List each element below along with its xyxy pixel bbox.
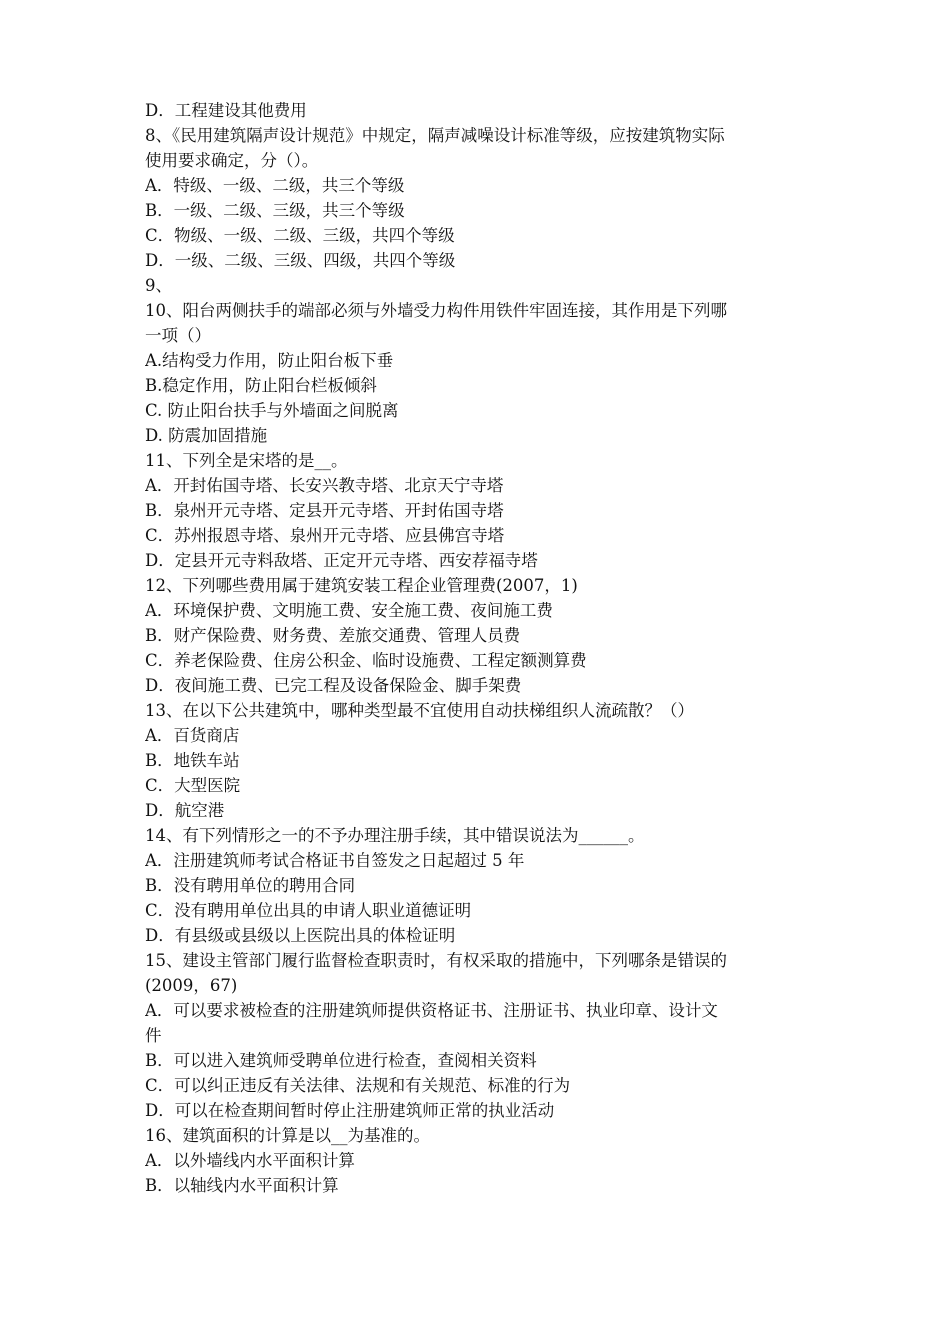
option-b: B.稳定作用，防止阳台栏板倾斜 xyxy=(145,376,377,395)
option-d: D．定县开元寺料敌塔、正定开元寺塔、西安荐福寺塔 xyxy=(145,551,538,570)
option-c: C．物级、一级、二级、三级，共四个等级 xyxy=(145,226,455,245)
question-16: 16、建筑面积的计算是以__为基准的。 xyxy=(145,1126,430,1145)
question-14: 14、有下列情形之一的不予办理注册手续，其中错误说法为______。 xyxy=(145,826,645,845)
option-a: A．以外墙线内水平面积计算 xyxy=(145,1151,355,1170)
question-8: 8、《民用建筑隔声设计规范》中规定，隔声减噪设计标准等级，应按建筑物实际 xyxy=(145,126,725,145)
text-line: 件 xyxy=(145,1026,162,1045)
option-c: C．没有聘用单位出具的申请人职业道德证明 xyxy=(145,901,472,920)
option-c: C．养老保险费、住房公积金、临时设施费、工程定额测算费 xyxy=(145,651,587,670)
question-15: 15、建设主管部门履行监督检查职责时，有权采取的措施中，下列哪条是错误的 xyxy=(145,951,727,970)
option-a: A．环境保护费、文明施工费、安全施工费、夜间施工费 xyxy=(145,601,553,620)
document-page xyxy=(145,98,825,1198)
option-b: B．财产保险费、财务费、差旅交通费、管理人员费 xyxy=(145,626,521,645)
option-a: A．百货商店 xyxy=(145,726,240,745)
option-b: B．以轴线内水平面积计算 xyxy=(145,1176,339,1195)
option-b: B．没有聘用单位的聘用合同 xyxy=(145,876,356,895)
question-13: 13、在以下公共建筑中，哪种类型最不宜使用自动扶梯组织人流疏散？（） xyxy=(145,701,694,720)
option-c: C．可以纠正违反有关法律、法规和有关规范、标准的行为 xyxy=(145,1076,571,1095)
question-12: 12、下列哪些费用属于建筑安装工程企业管理费(2007，1) xyxy=(145,576,578,595)
option-d: D．航空港 xyxy=(145,801,225,820)
question-9: 9、 xyxy=(145,276,172,295)
question-11: 11、下列全是宋塔的是__。 xyxy=(145,451,348,470)
option-c: C．苏州报恩寺塔、泉州开元寺塔、应县佛宫寺塔 xyxy=(145,526,505,545)
option-d: D．可以在检查期间暂时停止注册建筑师正常的执业活动 xyxy=(145,1101,555,1120)
option-b: B．一级、二级、三级，共三个等级 xyxy=(145,201,405,220)
question-10: 10、阳台两侧扶手的端部必须与外墙受力构件用铁件牢固连接，其作用是下列哪 xyxy=(145,301,727,320)
option-a: A．开封佑国寺塔、长安兴教寺塔、北京天宁寺塔 xyxy=(145,476,504,495)
text-line: 使用要求确定，分（）。 xyxy=(145,151,319,170)
option-d: D．夜间施工费、已完工程及设备保险金、脚手架费 xyxy=(145,676,522,695)
option-b: B．地铁车站 xyxy=(145,751,240,770)
option-c: C. 防止阳台扶手与外墙面之间脱离 xyxy=(145,401,399,420)
text-line: (2009，67) xyxy=(145,976,238,995)
text-line: D．工程建设其他费用 xyxy=(145,101,307,120)
option-a: A．特级、一级、二级，共三个等级 xyxy=(145,176,405,195)
option-a: A．注册建筑师考试合格证书自签发之日起超过 5 年 xyxy=(145,851,525,870)
option-d: D．有县级或县级以上医院出具的体检证明 xyxy=(145,926,456,945)
option-c: C．大型医院 xyxy=(145,776,241,795)
option-d: D. 防震加固措施 xyxy=(145,426,268,445)
option-a: A．可以要求被检查的注册建筑师提供资格证书、注册证书、执业印章、设计文 xyxy=(145,1001,718,1020)
text-line: 一项（） xyxy=(145,326,211,345)
option-d: D．一级、二级、三级、四级，共四个等级 xyxy=(145,251,456,270)
option-a: A.结构受力作用，防止阳台板下垂 xyxy=(145,351,394,370)
option-b: B．泉州开元寺塔、定县开元寺塔、开封佑国寺塔 xyxy=(145,501,504,520)
option-b: B．可以进入建筑师受聘单位进行检查，查阅相关资料 xyxy=(145,1051,537,1070)
